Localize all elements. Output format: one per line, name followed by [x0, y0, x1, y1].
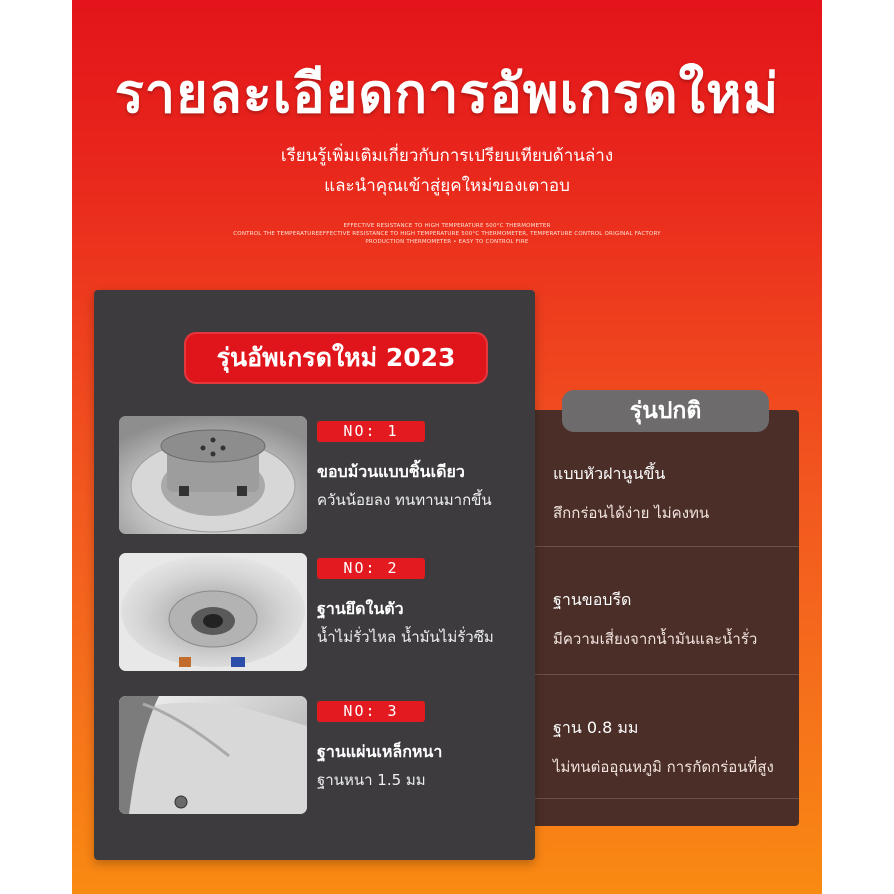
feature-number-tag: NO: 2 — [317, 558, 425, 579]
page-title: รายละเอียดการอัพเกรดใหม่ — [114, 62, 780, 125]
new-model-badge: รุ่นอัพเกรดใหม่ 2023 — [184, 332, 488, 384]
normal-item-title: ฐานขอบรีด — [553, 590, 632, 609]
divider — [535, 798, 799, 799]
normal-item-1 — [553, 462, 793, 525]
feature-1 — [119, 416, 519, 534]
feature-title: ฐานยึดในตัว — [317, 599, 404, 618]
burner-base-photo — [119, 553, 307, 671]
feature-title: ขอบม้วนแบบชิ้นเดียว — [317, 462, 465, 481]
new-model-card — [94, 290, 535, 860]
feature-number-tag: NO: 1 — [317, 421, 425, 442]
feature-desc: ฐานหนา 1.5 มม — [317, 771, 426, 789]
normal-item-desc: ไม่ทนต่ออุณหภูมิ การกัดกร่อนที่สูง — [553, 758, 774, 776]
feature-title: ฐานแผ่นเหล็กหนา — [317, 742, 443, 761]
fine-print-line-2: CONTROL THE TEMPERATUREEFFECTIVE RESISTANCE TO HIGH TEMPERATURE 500°C THERMOMETER, TEMPERATURE CONTROL ORIGINAL FACTORY — [233, 231, 661, 237]
feature-desc: ควันน้อยลง ทนทานมากขึ้น — [317, 491, 492, 509]
divider — [535, 674, 799, 675]
feature-number-tag: NO: 3 — [317, 701, 425, 722]
feature-desc: น้ำไม่รั่วไหล น้ำมันไม่รั่วซึม — [317, 628, 494, 646]
feature-3 — [119, 696, 519, 814]
normal-model-badge: รุ่นปกติ — [562, 390, 769, 432]
normal-item-title: แบบหัวฝานูนขึ้น — [553, 464, 666, 483]
normal-item-desc: มีความเสี่ยงจากน้ำมันและน้ำรั่ว — [553, 630, 758, 648]
normal-item-2 — [553, 588, 793, 651]
subtitle-line-1: เรียนรู้เพิ่มเติมเกี่ยวกับการเปรียบเทียบด้านล่าง — [280, 146, 614, 166]
feature-2 — [119, 553, 519, 671]
product-poster — [72, 0, 822, 894]
steel-plate-photo — [119, 696, 307, 814]
normal-item-3 — [553, 716, 793, 779]
fine-print-line-3: PRODUCTION THERMOMETER • EASY TO CONTROL FIRE — [365, 239, 529, 245]
normal-item-title: ฐาน 0.8 มม — [553, 718, 639, 737]
divider — [535, 546, 799, 547]
fine-print-line-1: EFFECTIVE RESISTANCE TO HIGH TEMPERATURE 500°C THERMOMETER — [343, 223, 551, 229]
subtitle-line-2: และนำคุณเข้าสู่ยุคใหม่ของเตาอบ — [324, 176, 570, 196]
burner-top-photo — [119, 416, 307, 534]
normal-item-desc: สึกกร่อนได้ง่าย ไม่คงทน — [553, 504, 710, 522]
normal-model-card — [535, 410, 799, 826]
